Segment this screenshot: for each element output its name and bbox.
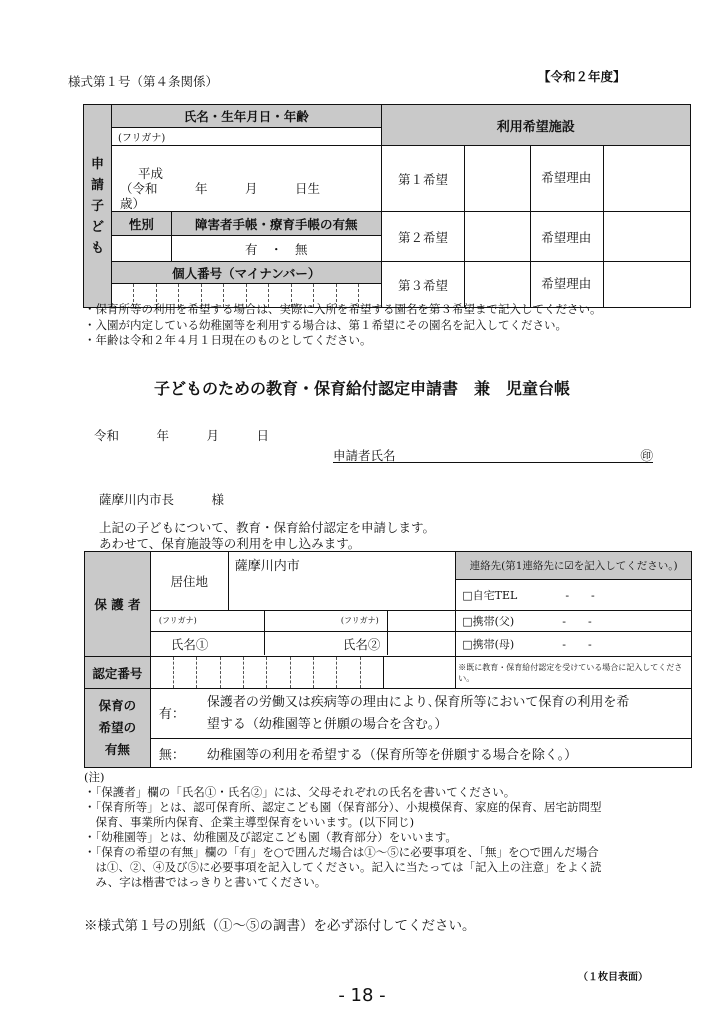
name-1-label: 氏名① [170, 637, 209, 653]
note-line: み、字は楷書ではっきりと書いてください。 [84, 875, 327, 889]
mayor-addressee: 薩摩川内市長 様 [99, 492, 225, 507]
note-line: ・「保護者」欄の「氏名①・氏名②」には、父母それぞれの氏名を書いてください。 [84, 785, 516, 799]
cert-note: ※既に教育・保育給付認定を受けている場合に記入してください。 [456, 657, 692, 688]
date-line[interactable]: 令和 年 月 日 [94, 428, 270, 443]
choice-1-reason[interactable]: 希望理由 [531, 146, 691, 212]
year-tag: 【令和２年度】 [538, 69, 626, 84]
top-notes [84, 302, 602, 349]
body-text: 上記の子どもについて、教育・保育給付認定を申請します。 あわせて、保育施設等の利用を申し込みます。 [99, 520, 436, 551]
note-line: ・「保育の希望の有無」欄の「有」を○で囲んだ場合は①～⑤に必要事項を、「無」を○で囲んだ場合 [84, 845, 599, 859]
gender-header: 性別 [111, 212, 171, 236]
note-line: ・「保育所等」とは、認可保育所、認定こども園（保育部分）、小規模保育、家庭的保育、居宅訪問型 [84, 800, 602, 814]
guardian-names-row[interactable] [150, 632, 455, 657]
note-line: は①、②、④及び⑤に必要事項を記入してください。記入に当たっては「記入上の注意」をよく読 [84, 860, 602, 874]
guardian-furigana-row[interactable]: (フリガナ) (フリガナ) [150, 611, 455, 632]
seal-mark: ㊞ [640, 448, 653, 463]
attachment-note: ※様式第１号の別紙（①～⑤の調書）を必ず添付してください。 [84, 918, 476, 934]
mynumber-header: 個人番号（マイナンバー） [111, 262, 381, 284]
form-number: 様式第１号（第４条関係） [68, 74, 219, 89]
name-2-label: 氏名② [342, 637, 381, 653]
address-field[interactable]: 薩摩川内市 [228, 552, 456, 611]
document-title: 子どものための教育・保育給付認定申請書 兼 児童台帳 [153, 379, 570, 398]
care-hope-yes-option[interactable]: 有： 保護者の労働又は疾病等の理由により､保育所等において保育の利用を希 望する（幼稚園等と併願の場合を含む。） [150, 688, 691, 738]
notes-heading: (注) [84, 770, 105, 784]
child-side-label: 申 請 子 ど も [84, 105, 112, 308]
note-line: ・年齢は令和２年４月１日現在のものとしてください。 [84, 333, 372, 347]
guardian-table [84, 551, 692, 768]
contact-header: 連絡先(第1連絡先に☑を記入してください。) [456, 552, 692, 580]
choice-3-field[interactable] [465, 262, 531, 308]
choice-2-field[interactable] [465, 212, 531, 262]
child-info-table [83, 104, 691, 308]
choice-2-reason[interactable]: 希望理由 [531, 212, 691, 262]
choice-3-reason[interactable]: 希望理由 [531, 262, 691, 308]
choice-1-field[interactable] [465, 146, 531, 212]
address-label: 居住地 [150, 552, 228, 611]
child-furigana-field[interactable]: (フリガナ) [111, 128, 381, 146]
care-hope-no-option[interactable]: 無： 幼稚園等の利用を希望する（保育所等を併願する場合を除く。） [150, 738, 691, 767]
contact-home-tel[interactable]: □自宅TEL - - [456, 580, 692, 611]
bottom-notes [84, 785, 602, 890]
note-line: ・入園が内定している幼稚園等を利用する場合は、第１希望にその園名を記入してください。 [84, 317, 567, 332]
choice-3-label: 第３希望 [381, 262, 465, 308]
note-line: ・保育所等の利用を希望する場合は、実際に入所を希望する園名を第３希望まで記入してください。 [84, 302, 602, 316]
applicant-name-field[interactable] [333, 446, 653, 463]
care-hope-label: 保育の 希望の 有無 [85, 688, 151, 767]
contact-father-mobile[interactable]: □携帯(父) - - [456, 611, 692, 632]
gender-field[interactable] [111, 236, 171, 262]
guardian-side-label: 保 護 者 [85, 552, 151, 657]
cert-number-label: 認定番号 [85, 657, 151, 688]
applicant-label: 申請者氏名 [333, 448, 396, 463]
cert-number-field[interactable] [150, 657, 455, 688]
choice-2-label: 第２希望 [381, 212, 465, 262]
footer-tag: （１枚目表面） [578, 972, 648, 983]
page-number: - 18 - [338, 985, 386, 1006]
name-birth-age-header: 氏名・生年月日・年齢 [111, 105, 381, 128]
choice-1-label: 第１希望 [381, 146, 465, 212]
facility-header: 利用希望施設 [381, 105, 690, 146]
child-name-birthdate-field[interactable]: 平成 （令和 年 月 日生 歳） [111, 146, 381, 212]
disability-field[interactable]: 有 ・ 無 [171, 236, 381, 262]
note-line: ・「幼稚園等」とは、幼稚園及び認定こども園（教育部分）をいいます。 [84, 830, 457, 844]
disability-header: 障害者手帳・療育手帳の有無 [171, 212, 381, 236]
note-line: 保育、事業所内保育、企業主導型保育をいいます。(以下同じ) [84, 815, 415, 829]
contact-mother-mobile[interactable]: □携帯(母) - - [456, 632, 692, 657]
